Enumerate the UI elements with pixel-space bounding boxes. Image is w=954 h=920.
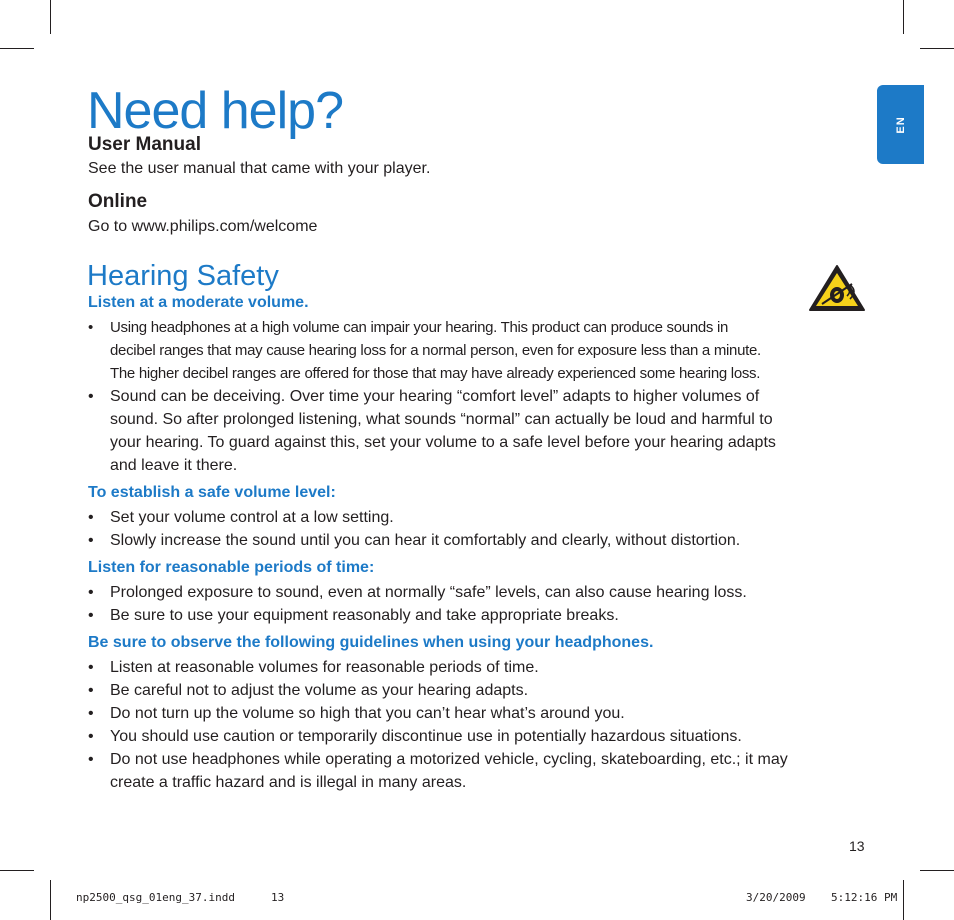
language-tab-label: EN bbox=[894, 115, 907, 134]
list-line: Do not use headphones while operating a motorized vehicle, cycling, skateboarding, etc.; it may bbox=[110, 751, 788, 768]
list-line: create a traffic hazard and is illegal in many areas. bbox=[110, 774, 467, 791]
list-line: your hearing. To guard against this, set your volume to a safe level before your hearing adapts bbox=[110, 434, 776, 451]
crop-mark-top-right-v bbox=[903, 0, 904, 34]
user-manual-text: See the user manual that came with your player. bbox=[88, 160, 431, 177]
slug-time: 5:12:16 PM bbox=[831, 891, 898, 904]
section-heading: Listen at a moderate volume. bbox=[88, 294, 309, 311]
bullet-icon: • bbox=[88, 682, 94, 699]
crop-mark-top-right-h bbox=[920, 48, 954, 49]
section-heading: Listen for reasonable periods of time: bbox=[88, 559, 375, 576]
list-item bbox=[88, 506, 868, 529]
list-item bbox=[88, 529, 868, 552]
list-line: Slowly increase the sound until you can hear it comfortably and clearly, without distortion. bbox=[110, 532, 741, 549]
list-line: Be sure to use your equipment reasonably and take appropriate breaks. bbox=[110, 607, 619, 624]
slug-page: 13 bbox=[271, 891, 285, 904]
list-line: Set your volume control at a low setting. bbox=[110, 509, 394, 526]
crop-mark-bottom-right-h bbox=[920, 870, 954, 871]
bullet-icon: • bbox=[88, 388, 94, 405]
bullet-icon: • bbox=[88, 607, 94, 624]
bullet-icon: • bbox=[88, 584, 94, 601]
crop-mark-top-left-v bbox=[50, 0, 51, 34]
list-item bbox=[88, 316, 868, 385]
list-item bbox=[88, 604, 868, 627]
slug-date: 3/20/2009 bbox=[746, 891, 806, 904]
list-line: Do not turn up the volume so high that you can’t hear what’s around you. bbox=[110, 705, 625, 722]
list-line: Using headphones at a high volume can impair your hearing. This product can produce sounds in bbox=[110, 319, 729, 336]
bullet-list bbox=[88, 581, 868, 627]
online-heading: Online bbox=[88, 191, 148, 212]
list-item bbox=[88, 725, 868, 748]
section-heading: To establish a safe volume level: bbox=[88, 484, 336, 501]
section-heading: Be sure to observe the following guidelines when using your headphones. bbox=[88, 634, 654, 651]
list-line: Sound can be deceiving. Over time your hearing “comfort level” adapts to higher volumes of bbox=[110, 388, 760, 405]
hearing-safety-content bbox=[88, 293, 868, 794]
page-number: 13 bbox=[849, 838, 865, 854]
list-item bbox=[88, 748, 868, 794]
list-item bbox=[88, 702, 868, 725]
list-item bbox=[88, 679, 868, 702]
bullet-icon: • bbox=[88, 532, 94, 549]
online-text: Go to www.philips.com/welcome bbox=[88, 218, 318, 235]
list-line: decibel ranges that may cause hearing loss for a normal person, even for exposure less than a minute. bbox=[110, 342, 761, 359]
bullet-icon: • bbox=[88, 728, 94, 745]
bullet-list bbox=[88, 316, 868, 477]
list-line: sound. So after prolonged listening, what sounds “normal” can actually be loud and harmful to bbox=[110, 411, 773, 428]
bullet-icon: • bbox=[88, 659, 94, 676]
bullet-icon: • bbox=[88, 705, 94, 722]
bullet-icon: • bbox=[88, 509, 94, 526]
user-manual-heading: User Manual bbox=[88, 134, 201, 155]
page-title: Need help? bbox=[87, 82, 343, 140]
slug-file: np2500_qsg_01eng_37.indd bbox=[76, 891, 235, 904]
list-line: You should use caution or temporarily discontinue use in potentially hazardous situations. bbox=[110, 728, 742, 745]
list-item bbox=[88, 656, 868, 679]
bullet-list bbox=[88, 656, 868, 794]
crop-mark-bottom-left-h bbox=[0, 870, 34, 871]
bullet-list bbox=[88, 506, 868, 552]
crop-mark-top-left-h bbox=[0, 48, 34, 49]
language-tab bbox=[877, 85, 924, 164]
list-line: The higher decibel ranges are offered for those that may have already experienced some hearing loss. bbox=[110, 365, 761, 382]
list-line: Prolonged exposure to sound, even at normally “safe” levels, can also cause hearing loss. bbox=[110, 584, 747, 601]
bullet-icon: • bbox=[88, 319, 93, 336]
list-item bbox=[88, 581, 868, 604]
list-line: and leave it there. bbox=[110, 457, 238, 474]
crop-mark-bottom-left-v bbox=[50, 880, 51, 920]
crop-mark-bottom-right-v bbox=[903, 880, 904, 920]
list-line: Listen at reasonable volumes for reasonable periods of time. bbox=[110, 659, 539, 676]
hearing-safety-heading: Hearing Safety bbox=[87, 260, 279, 292]
list-line: Be careful not to adjust the volume as your hearing adapts. bbox=[110, 682, 529, 699]
bullet-icon: • bbox=[88, 751, 94, 768]
list-item bbox=[88, 385, 868, 477]
